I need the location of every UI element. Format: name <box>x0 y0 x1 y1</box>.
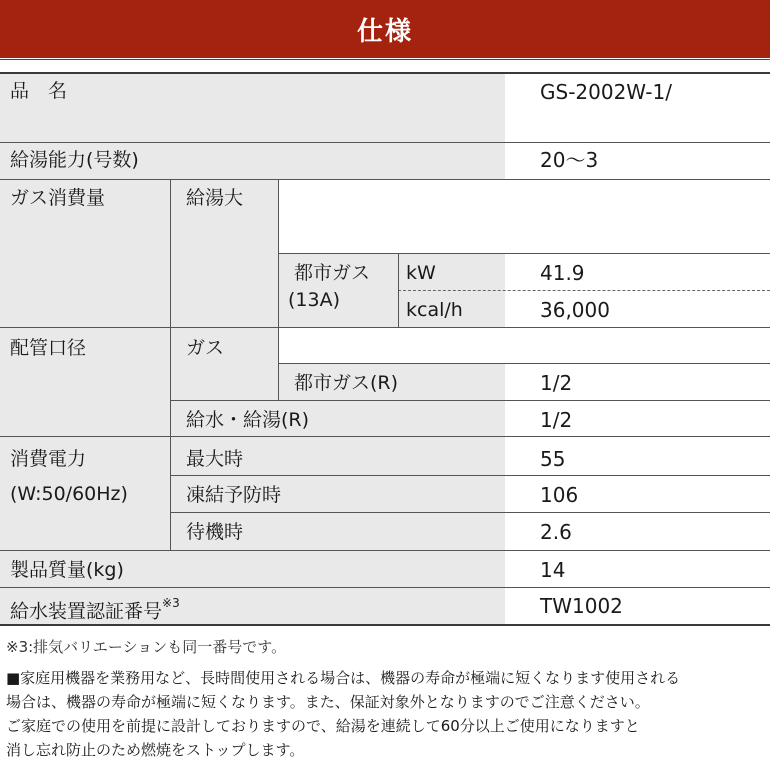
cert-value: TW1002 <box>540 594 623 618</box>
power-max-label: 最大時 <box>186 448 244 470</box>
row-divider <box>0 142 770 143</box>
gas-type-line2: (13A) <box>288 289 340 311</box>
table-top-rule <box>0 72 770 74</box>
piping-city-gas-value: 1/2 <box>540 371 573 395</box>
gas-type-line1: 都市ガス <box>294 262 371 284</box>
gas-consumption-blank <box>278 180 770 254</box>
row-divider <box>0 436 770 437</box>
col-divider <box>398 254 399 327</box>
col-divider <box>278 180 279 327</box>
power-label-line2: (W:50/60Hz) <box>10 483 128 505</box>
product-name-label: 品 名 <box>10 80 68 102</box>
power-freeze-label: 凍結予防時 <box>186 484 282 506</box>
cert-label <box>10 594 180 623</box>
row-divider <box>0 587 770 588</box>
weight-value: 14 <box>540 558 566 582</box>
piping-gas-blank <box>278 328 770 363</box>
note-line-2: 場合は、機器の寿命が極端に短くなります。また、保証対象外となりますのでご注意ください。 <box>6 693 650 711</box>
col-divider <box>170 328 171 436</box>
product-name-label-bg <box>0 74 505 142</box>
spec-title: 仕様 <box>356 16 413 47</box>
row-divider <box>0 327 770 328</box>
col-divider <box>170 437 171 550</box>
unit-kcal: kcal/h <box>406 299 463 321</box>
cert-footnote-marker: ※3 <box>162 596 180 610</box>
cert-label-text: 給水装置認証番号 <box>10 600 163 623</box>
power-label-line1: 消費電力 <box>10 448 87 470</box>
note-line-4: 消し忘れ防止のため燃焼をストップします。 <box>6 741 305 759</box>
header-underline <box>0 59 770 60</box>
product-name-value: GS-2002W-1/ <box>540 80 672 104</box>
value-kw: 41.9 <box>540 261 585 285</box>
power-freeze-value: 106 <box>540 483 579 507</box>
power-standby-value: 2.6 <box>540 520 572 544</box>
col-divider <box>170 180 171 327</box>
spec-header <box>0 0 770 58</box>
capacity-value: 20〜3 <box>540 148 599 172</box>
row-divider <box>278 253 770 254</box>
note-line-1: ■家庭用機器を業務用など、長時間使用される場合は、機器の寿命が極端に短くなります使用される <box>6 669 681 687</box>
gas-consumption-label: ガス消費量 <box>10 187 106 209</box>
power-max-value: 55 <box>540 447 566 471</box>
piping-city-gas: 都市ガス(R) <box>294 372 399 394</box>
table-bottom-rule <box>0 624 770 626</box>
weight-label: 製品質量(kg) <box>10 559 124 581</box>
col-divider <box>278 328 279 400</box>
row-divider <box>170 400 770 401</box>
piping-water: 給水・給湯(R) <box>186 409 310 431</box>
row-divider <box>170 512 770 513</box>
footnote: ※3:排気バリエーションも同一番号です。 <box>6 638 287 656</box>
unit-kw: kW <box>406 262 436 284</box>
piping-label: 配管口径 <box>10 337 87 359</box>
row-divider <box>0 550 770 551</box>
unit-dashed-divider <box>398 290 770 291</box>
capacity-label: 給湯能力(号数) <box>10 149 139 171</box>
row-divider <box>170 475 770 476</box>
piping-gas: ガス <box>186 337 225 359</box>
power-standby-label: 待機時 <box>186 521 244 543</box>
value-kcal: 36,000 <box>540 298 610 322</box>
piping-water-value: 1/2 <box>540 408 573 432</box>
note-line-3: ご家庭での使用を前提に設計しておりますので、給湯を連続して60分以上ご使用になりますと <box>6 717 640 735</box>
row-divider <box>278 363 770 364</box>
row-divider <box>0 179 770 180</box>
gas-consumption-sub: 給湯大 <box>186 187 244 209</box>
